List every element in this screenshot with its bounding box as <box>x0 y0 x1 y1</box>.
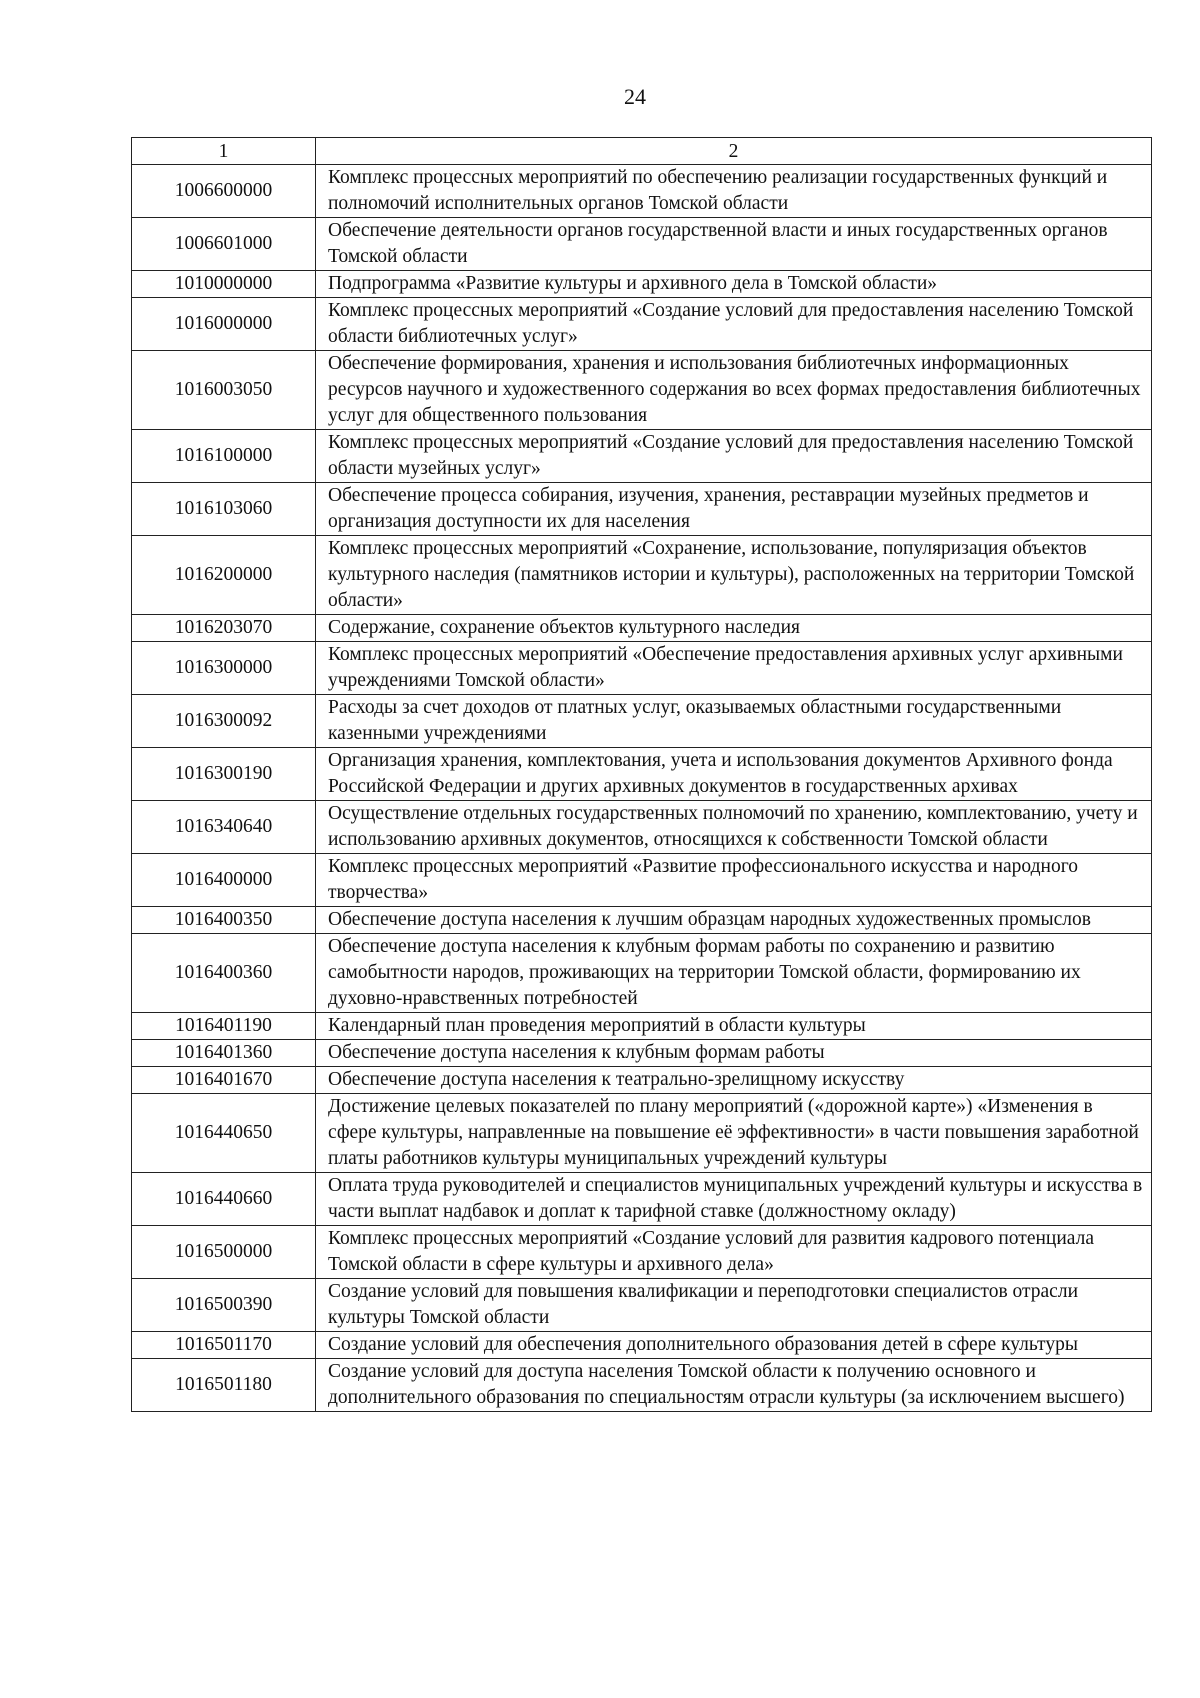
row-description: Обеспечение доступа населения к клубным формам работы <box>316 1040 1152 1067</box>
row-description: Создание условий для обеспечения дополнительного образования детей в сфере культуры <box>316 1332 1152 1359</box>
row-code: 1016400000 <box>132 854 316 907</box>
row-description: Комплекс процессных мероприятий по обеспечению реализации государственных функций и полномочий исполнительных органов Томской области <box>316 165 1152 218</box>
row-description: Осуществление отдельных государственных полномочий по хранению, комплектованию, учету и использованию архивных документов, относящихся к собственности Томской области <box>316 801 1152 854</box>
table-row <box>132 1332 1152 1359</box>
row-code: 1016103060 <box>132 483 316 536</box>
table-body <box>132 165 1152 1412</box>
row-description: Подпрограмма «Развитие культуры и архивного дела в Томской области» <box>316 271 1152 298</box>
row-code: 1016501180 <box>132 1359 316 1412</box>
table-row <box>132 695 1152 748</box>
row-description: Обеспечение формирования, хранения и использования библиотечных информационных ресурсов научного и художественного содержания во всех формах предоставления библиотечных услуг для общественного пользования <box>316 351 1152 430</box>
row-description: Обеспечение деятельности органов государственной власти и иных государственных органов Томской области <box>316 218 1152 271</box>
row-description: Комплекс процессных мероприятий «Обеспечение предоставления архивных услуг архивными учреждениями Томской области» <box>316 642 1152 695</box>
table-row <box>132 351 1152 430</box>
row-code: 1016440650 <box>132 1094 316 1173</box>
row-code: 1016401670 <box>132 1067 316 1094</box>
row-description: Обеспечение процесса собирания, изучения, хранения, реставрации музейных предметов и организация доступности их для населения <box>316 483 1152 536</box>
table-row <box>132 615 1152 642</box>
row-description: Обеспечение доступа населения к театрально-зрелищному искусству <box>316 1067 1152 1094</box>
row-description: Содержание, сохранение объектов культурного наследия <box>316 615 1152 642</box>
row-code: 1006600000 <box>132 165 316 218</box>
row-description: Комплекс процессных мероприятий «Сохранение, использование, популяризация объектов культурного наследия (памятников истории и культуры), расположенных на территории Томской области» <box>316 536 1152 615</box>
row-code: 1016300190 <box>132 748 316 801</box>
row-code: 1016340640 <box>132 801 316 854</box>
table-row <box>132 907 1152 934</box>
table-row <box>132 934 1152 1013</box>
row-code: 1016300092 <box>132 695 316 748</box>
column-header-code: 1 <box>132 138 316 165</box>
row-description: Организация хранения, комплектования, учета и использования документов Архивного фонда Российской Федерации и других архивных документов в государственных архивах <box>316 748 1152 801</box>
row-description: Создание условий для повышения квалификации и переподготовки специалистов отрасли культуры Томской области <box>316 1279 1152 1332</box>
row-code: 1016003050 <box>132 351 316 430</box>
table-row <box>132 1067 1152 1094</box>
table-row <box>132 801 1152 854</box>
row-description: Обеспечение доступа населения к лучшим образцам народных художественных промыслов <box>316 907 1152 934</box>
row-description: Комплекс процессных мероприятий «Развитие профессионального искусства и народного творчества» <box>316 854 1152 907</box>
table-row <box>132 1173 1152 1226</box>
row-code: 1016000000 <box>132 298 316 351</box>
row-description: Комплекс процессных мероприятий «Создание условий для предоставления населению Томской области музейных услуг» <box>316 430 1152 483</box>
page-number: 24 <box>624 84 646 109</box>
row-description: Достижение целевых показателей по плану мероприятий («дорожной карте») «Изменения в сфере культуры, направленные на повышение её эффективности» в части повышения заработной платы работников культуры муниципальных учреждений культуры <box>316 1094 1152 1173</box>
row-code: 1016203070 <box>132 615 316 642</box>
table-row <box>132 165 1152 218</box>
table-row <box>132 1040 1152 1067</box>
row-code: 1010000000 <box>132 271 316 298</box>
row-description: Создание условий для доступа населения Томской области к получению основного и дополнительного образования по специальностям отрасли культуры (за исключением высшего) <box>316 1359 1152 1412</box>
row-code: 1016100000 <box>132 430 316 483</box>
row-code: 1016401360 <box>132 1040 316 1067</box>
table-row <box>132 1094 1152 1173</box>
table-row <box>132 854 1152 907</box>
row-description: Комплекс процессных мероприятий «Создание условий для предоставления населению Томской области библиотечных услуг» <box>316 298 1152 351</box>
row-code: 1006601000 <box>132 218 316 271</box>
table-header-row <box>132 138 1152 165</box>
column-header-description: 2 <box>316 138 1152 165</box>
row-description: Расходы за счет доходов от платных услуг, оказываемых областными государственными казенными учреждениями <box>316 695 1152 748</box>
table-row <box>132 536 1152 615</box>
row-code: 1016300000 <box>132 642 316 695</box>
row-code: 1016500000 <box>132 1226 316 1279</box>
row-code: 1016400360 <box>132 934 316 1013</box>
row-code: 1016200000 <box>132 536 316 615</box>
row-code: 1016401190 <box>132 1013 316 1040</box>
table-row <box>132 271 1152 298</box>
row-description: Календарный план проведения мероприятий в области культуры <box>316 1013 1152 1040</box>
table-row <box>132 1013 1152 1040</box>
table-row <box>132 218 1152 271</box>
row-code: 1016500390 <box>132 1279 316 1332</box>
table-row <box>132 1279 1152 1332</box>
table-row <box>132 748 1152 801</box>
row-code: 1016400350 <box>132 907 316 934</box>
table-row <box>132 642 1152 695</box>
table-row <box>132 1226 1152 1279</box>
table-row <box>132 483 1152 536</box>
row-description: Оплата труда руководителей и специалистов муниципальных учреждений культуры и искусства в части выплат надбавок и доплат к тарифной ставке (должностному окладу) <box>316 1173 1152 1226</box>
budget-code-table <box>131 137 1152 1412</box>
row-code: 1016501170 <box>132 1332 316 1359</box>
table-row <box>132 430 1152 483</box>
row-description: Обеспечение доступа населения к клубным формам работы по сохранению и развитию самобытности народов, проживающих на территории Томской области, формированию их духовно-нравственных потребностей <box>316 934 1152 1013</box>
row-description: Комплекс процессных мероприятий «Создание условий для развития кадрового потенциала Томской области в сфере культуры и архивного дела» <box>316 1226 1152 1279</box>
table-row <box>132 298 1152 351</box>
row-code: 1016440660 <box>132 1173 316 1226</box>
table-row <box>132 1359 1152 1412</box>
